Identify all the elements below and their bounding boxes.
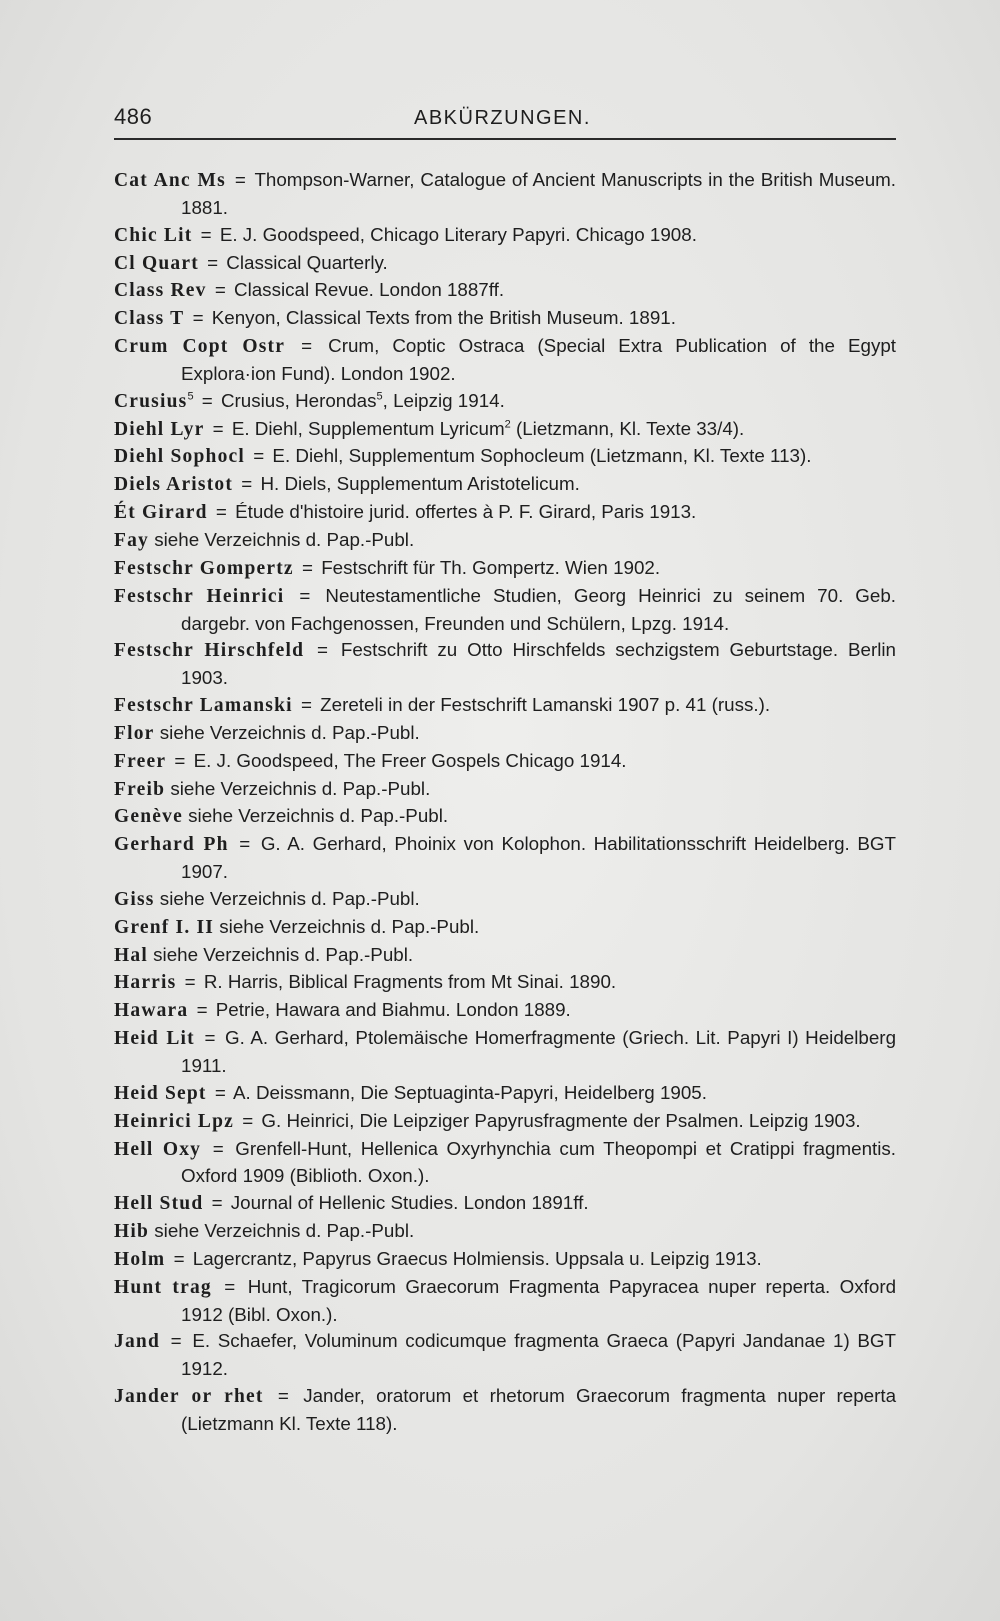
- definition-superscript: 2: [504, 418, 511, 431]
- entry-definition-tail: , Leipzig 1914.: [382, 389, 505, 411]
- entry-definition: Crusius, Herondas: [220, 389, 377, 411]
- entry-definition: Kenyon, Classical Texts from the British Museum. 1891.: [211, 307, 676, 329]
- abbreviation-entry: [114, 803, 896, 831]
- entry-abbreviation: Crum Copt Ostr: [114, 336, 286, 358]
- entry-definition: G. Heinrici, Die Leipziger Papyrusfragmente der Psalmen. Leipzig 1903.: [261, 1109, 861, 1131]
- entry-abbreviation: Diehl Lyr: [114, 418, 205, 440]
- entry-separator: =: [277, 1385, 289, 1407]
- entry-abbreviation: Hell Stud: [114, 1193, 204, 1215]
- entry-abbreviation: Jander or rhet: [114, 1386, 264, 1408]
- entry-definition: Crum, Coptic Ostraca (Special Extra Publication of the Egypt Explora·ion Fund). London 1902.: [181, 335, 896, 384]
- entry-separator: =: [207, 251, 219, 273]
- entry-separator: =: [302, 556, 313, 578]
- abbreviation-entry: [114, 443, 896, 471]
- entry-definition: Thompson-Warner, Catalogue of Ancient Manuscripts in the British Museum. 1881.: [181, 169, 897, 218]
- entry-abbreviation: Festschr Hirschfeld: [114, 640, 305, 662]
- abbreviation-entry: [114, 776, 896, 804]
- entry-separator: =: [301, 335, 313, 357]
- page-number: 486: [114, 104, 153, 129]
- entry-separator: =: [239, 833, 251, 855]
- abbreviation-entry: [114, 748, 896, 776]
- entry-abbreviation: Ét Girard: [114, 502, 208, 524]
- entry-definition: Journal of Hellenic Studies. London 1891ff.: [230, 1192, 589, 1214]
- entry-abbreviation: Festschr Lamanski: [114, 695, 293, 717]
- entry-abbreviation: Class T: [114, 308, 185, 330]
- page-header: [114, 104, 896, 136]
- abbreviation-entry: [114, 637, 896, 692]
- abbreviation-entry: [114, 277, 896, 305]
- entry-abbreviation: Giss: [114, 888, 155, 910]
- abbreviation-entry: [114, 831, 896, 886]
- entry-definition: Festschrift zu Otto Hirschfelds sechzigstem Geburtstage. Berlin 1903.: [181, 639, 896, 689]
- entry-separator: =: [242, 1109, 254, 1131]
- entry-abbreviation: Hell Oxy: [114, 1138, 202, 1160]
- entry-definition: E. J. Goodspeed, Chicago Literary Papyri. Chicago 1908.: [219, 223, 697, 245]
- entry-definition: H. Diels, Supplementum Aristotelicum.: [260, 473, 580, 495]
- entry-separator: =: [196, 999, 208, 1021]
- entry-definition: siehe Verzeichnis d. Pap.-Publ.: [170, 777, 431, 799]
- entry-definition: siehe Verzeichnis d. Pap.-Publ.: [159, 887, 420, 909]
- entry-separator: =: [215, 501, 227, 523]
- abbreviation-entry: [114, 555, 896, 583]
- entry-abbreviation: Heid Lit: [114, 1028, 195, 1050]
- entry-abbreviation: Heid Sept: [114, 1082, 207, 1104]
- abbreviation-entry: [114, 250, 896, 278]
- abbreviation-entry: [114, 416, 896, 444]
- definition-superscript: 5: [376, 390, 383, 403]
- entry-abbreviation: Jand: [114, 1331, 160, 1353]
- entry-abbreviation: Hib: [114, 1221, 150, 1243]
- entry-definition: R. Harris, Biblical Fragments from Mt Sinai. 1890.: [203, 971, 617, 993]
- entry-abbreviation: Chic Lit: [114, 224, 193, 246]
- abbreviation-entry: [114, 388, 896, 416]
- entry-definition: G. A. Gerhard, Phoinix von Kolophon. Habilitationsschrift Heidelberg. BGT 1907.: [181, 833, 896, 883]
- entry-abbreviation: Freib: [114, 778, 166, 800]
- entry-abbreviation: Hal: [114, 944, 148, 966]
- abbreviation-list: [114, 167, 896, 1438]
- entry-separator: =: [234, 169, 246, 190]
- entry-abbreviation: Grenf I. II: [114, 916, 215, 938]
- entry-separator: =: [173, 1247, 185, 1269]
- running-title: ABKÜRZUNGEN.: [414, 107, 591, 129]
- entry-abbreviation: Festschr Heinrici: [114, 585, 285, 607]
- entry-definition: Grenfell-Hunt, Hellenica Oxyrhynchia cum Theopompi et Cratippi fragmentis. Oxford 1909 (Biblioth. Oxon.).: [181, 1137, 897, 1187]
- entry-separator: =: [184, 971, 196, 993]
- entry-separator: =: [299, 584, 311, 606]
- abbreviation-entry: [114, 942, 896, 970]
- header-rule: [114, 138, 896, 140]
- entry-abbreviation: Class Rev: [114, 280, 207, 302]
- entry-definition: A. Deissmann, Die Septuaginta-Papyri, Heidelberg 1905.: [232, 1081, 707, 1103]
- entry-separator: =: [214, 1081, 226, 1103]
- entry-definition: Festschrift für Th. Gompertz. Wien 1902.: [321, 556, 661, 578]
- entry-definition-tail: (Lietzmann, Kl. Texte 33/4).: [510, 417, 745, 439]
- abbreviation-entry: [114, 1136, 896, 1191]
- abbreviation-entry: [114, 1190, 896, 1218]
- entry-separator: =: [317, 639, 328, 661]
- entry-definition: Étude d'histoire jurid. offertes à P. F. Girard, Paris 1913.: [235, 501, 697, 523]
- entry-separator: =: [253, 445, 265, 467]
- abbreviation-entry: [114, 167, 896, 222]
- entry-abbreviation: Crusius: [114, 390, 188, 412]
- entry-separator: =: [241, 473, 253, 495]
- abbreviation-entry: [114, 997, 896, 1025]
- abbreviation-entry: [114, 692, 896, 720]
- entry-definition: siehe Verzeichnis d. Pap.-Publ.: [188, 805, 449, 827]
- abbreviation-entry: [114, 1246, 896, 1274]
- entry-separator: =: [214, 279, 226, 301]
- entry-abbreviation: Harris: [114, 972, 177, 994]
- entry-abbreviation: Hunt trag: [114, 1276, 212, 1298]
- entry-definition: Petrie, Hawara and Biahmu. London 1889.: [215, 999, 571, 1021]
- entry-abbreviation: Cl Quart: [114, 252, 199, 274]
- entry-separator: =: [192, 307, 204, 329]
- abbreviation-entry: [114, 1025, 896, 1080]
- entry-abbreviation: Cat Anc Ms: [114, 170, 226, 191]
- abbreviation-entry: [114, 222, 896, 250]
- abbreviation-entry: [114, 1328, 896, 1383]
- entry-definition: Jander, oratorum et rhetorum Graecorum fragmenta nuper reperta (Lietzmann Kl. Texte 118).: [181, 1385, 897, 1434]
- entry-definition: siehe Verzeichnis d. Pap.-Publ.: [159, 721, 420, 743]
- entry-separator: =: [212, 1137, 224, 1159]
- abbreviation-entry: [114, 471, 896, 499]
- entry-definition: siehe Verzeichnis d. Pap.-Publ.: [153, 943, 414, 965]
- entry-abbreviation: Freer: [114, 750, 167, 772]
- abbreviation-entry: [114, 1080, 896, 1108]
- entry-definition: Hunt, Tragicorum Graecorum Fragmenta Papyracea nuper reperta. Oxford 1912 (Bibl. Oxon.).: [181, 1275, 897, 1325]
- entry-abbreviation: Hawara: [114, 1000, 189, 1022]
- entry-separator: =: [204, 1027, 216, 1049]
- entry-separator: =: [170, 1330, 182, 1352]
- abbreviation-entry: [114, 1218, 896, 1246]
- entry-definition: Classical Revue. London 1887ff.: [234, 279, 505, 301]
- entry-definition: E. Diehl, Supplementum Lyricum: [231, 417, 505, 439]
- entry-separator: =: [211, 1192, 223, 1214]
- entry-definition: E. Schaefer, Voluminum codicumque fragmenta Graeca (Papyri Jandanae 1) BGT 1912.: [181, 1330, 897, 1380]
- entry-abbreviation: Diehl Sophocl: [114, 446, 246, 468]
- entry-separator: =: [224, 1275, 236, 1297]
- entry-definition: siehe Verzeichnis d. Pap.-Publ.: [154, 528, 415, 550]
- abbreviation-entry: [114, 305, 896, 333]
- abbreviation-entry: [114, 1274, 896, 1329]
- entry-separator: =: [300, 694, 312, 716]
- abbreviation-entry: [114, 969, 896, 997]
- entry-separator: =: [174, 749, 186, 771]
- abbreviation-superscript: 5: [187, 390, 194, 403]
- abbreviation-entry: [114, 720, 896, 748]
- entry-definition: Lagercrantz, Papyrus Graecus Holmiensis. Uppsala u. Leipzig 1913.: [192, 1247, 762, 1269]
- entry-abbreviation: Holm: [114, 1248, 166, 1270]
- abbreviation-entry: [114, 527, 896, 555]
- entry-abbreviation: Flor: [114, 722, 155, 744]
- abbreviation-entry: [114, 886, 896, 914]
- entry-definition: Neutestamentliche Studien, Georg Heinrici zu seinem 70. Geb. dargebr. von Fachgenossen, Freunden und Schülern, Lpzg. 1914.: [181, 584, 897, 634]
- entry-abbreviation: Diels Aristot: [114, 474, 234, 496]
- abbreviation-entry: [114, 1108, 896, 1136]
- abbreviation-entry: [114, 499, 896, 527]
- entry-definition: E. Diehl, Supplementum Sophocleum (Lietzmann, Kl. Texte 113).: [272, 445, 812, 467]
- abbreviation-entry: [114, 583, 896, 638]
- entry-definition: siehe Verzeichnis d. Pap.-Publ.: [219, 915, 480, 937]
- entry-definition: Classical Quarterly.: [226, 251, 388, 273]
- entry-abbreviation: Festschr Gompertz: [114, 557, 294, 579]
- entry-definition: siehe Verzeichnis d. Pap.-Publ.: [154, 1220, 415, 1242]
- entry-abbreviation: Genève: [114, 806, 183, 828]
- entry-definition: E. J. Goodspeed, The Freer Gospels Chicago 1914.: [193, 749, 627, 771]
- entry-abbreviation: Fay: [114, 529, 150, 551]
- entry-definition: G. A. Gerhard, Ptolemäische Homerfragmente (Griech. Lit. Papyri I) Heidelberg 1911.: [181, 1027, 897, 1076]
- abbreviation-entry: [114, 1383, 896, 1438]
- entry-abbreviation: Gerhard Ph: [114, 834, 229, 856]
- entry-abbreviation: Heinrici Lpz: [114, 1110, 235, 1132]
- abbreviation-entry: [114, 333, 896, 388]
- entry-separator: =: [200, 223, 212, 245]
- entry-separator: =: [201, 389, 213, 411]
- entry-separator: =: [212, 417, 224, 439]
- entry-definition: Zereteli in der Festschrift Lamanski 1907 p. 41 (russ.).: [320, 694, 771, 716]
- abbreviation-entry: [114, 914, 896, 942]
